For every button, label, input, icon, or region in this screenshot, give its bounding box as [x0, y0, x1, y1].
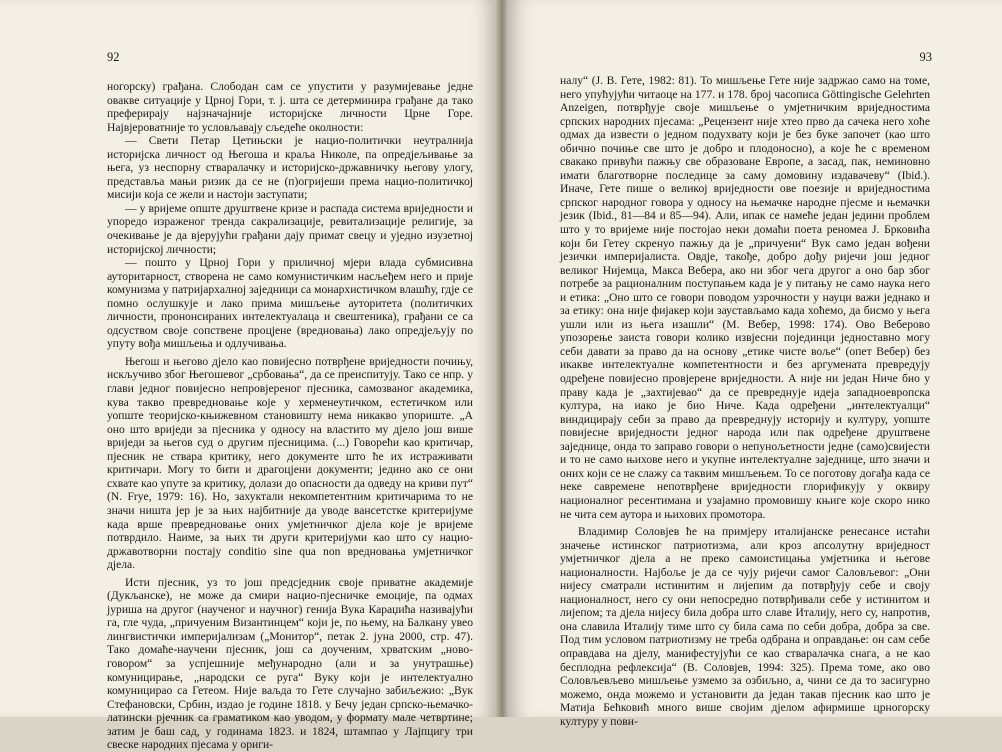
paragraph: — Свети Петар Цетињски је нацио-политички неутралнија историјска личност од Његоша и краља Николе, па опредјељивање за њега, уз неспорну стваралачку и историјско-државничку његову улогу, представља мањи ризик да се не (п)огријеши према нацио-политичкој мисији која се жели и настоји заступати;: [107, 134, 473, 202]
paragraph: Владимир Соловјев ће на примјеру италијанске ренесансе истаћи значење истинског патриотизма, али кроз апсолутну вриједност умјетничког дјела а не преко самоистицања умјетника и његове националности. Најбоље је да се чују ријечи самог Саловљевог: „Они нијесу сматрали истинитим и лијепим да потврђују себе и своју националност, него су они непосредно потврђивали себе у истинитом и лијепом; та дјела нијесу била добра што славе Италију, него су, напротив, она славила Италију тиме што су била сама по себи добра, добра за све. Под тим условом патриотизму не треба одбрана и оправдање: он сам себе оправдава на дјелу, манифестујући се као стваралачка снага, а не као бесплодна рефлексија“ (В. Соловјев, 1994: 325). Према томе, ако ово Соловљевљево мишљење узмемо за озбиљно, а, чини се да то засигурно можемо, онда можемо и установити да један такав пјесник као што је Матија Бећковић много више својим дјелом афирмише црногорску културу у пови-: [560, 525, 930, 728]
paragraph: — у вријеме опште друштвене кризе и распада система вриједности и упоредо израженог тренда сакрализације, ревитализације религије, за очекивање је да вјерујући грађани дају примат свецу и уједно изузетној историјској личности;: [107, 201, 473, 256]
left-page-number: 92: [107, 50, 120, 64]
right-page-text: [560, 74, 930, 728]
paragraph: ногорску) грађана. Слободан сам се упустити у разумијевање једне овакве ситуације у Црној Гори, т. ј. шта се детерминира грађане да тако преферирају најзначајније историјске личности Црне Горе. Највјероватније то условљавају сљедеће околности:: [107, 80, 473, 134]
left-page: [0, 0, 497, 752]
paragraph: — пошто у Црној Гори у приличној мјери влада субмисивна ауторитарност, створена не само комунистичким насљеђем него и прије комунизма у патријархалној заједници са монархистичком влашћу, гдје се помно ослушкује и лако прима мишљење ауторитета (политичких личности, прононсираних интелектуалаца и свештеника), грађани се са одсуством своје сопствене процјене (вредновања) лако опредјељују по упуту вођа мишљења и одлучивања.: [107, 256, 473, 351]
left-page-text: [107, 80, 473, 752]
paragraph: налу“ (J. В. Гете, 1982: 81). То мишљење Гете није задржао само на томе, него упућујући читаоце на 177. и 178. број часописа Göttingische Gelehrten Anzeigen, потврђује своје мишљење о умјетничким вриједностима српских народних пјесама: „Рецензент није хтео прво да сачека него хоће одмах да извести о једном подухвату који је без буке започет (као што обично почиње све што је добро и плодоносно), а које ће с временом свакако привући пажњу све образоване Европе, а засад, пак, неминовно имати благотворне последице за саму домовину издавачеву“ (Ibid.). Иначе, Гете пише о великој вриједности ове поезије и вриједностима српског народног говора у односу на њемачке народне пјесме и њемачки језик (Ibid., 81—84 и 85—94). Али, ипак се намеће један једини проблем што у то вријеме није постојао неки домаћи поета реномеа Ј. Брковића који би Гетеу скренуо пажњу да је „причуени“ Вук само један вођени језички империјалиста. Овдје, такође, добро дођу ријечи још једног великог Нијемца, Макса Вебера, ако ни због чега другог а оно бар због потребе за рационалним поступањем када је у питању не само наука него и етика: „Оно што се говори поводом узрочности у науци важи једнако и за етику: она није фијакер који заустављамо када хоћемо, да бисмо у њега ушли или из њега изашли“ (М. Вебер, 1998: 174). Ово Веберово упозорење заиста говори колико извјесни појединци једноставно могу себи давати за право да на основу „етике чисте воље“ (опет Вебер) без икакве интелектуалне компетентности и без аргумената превредују одређене повијесно провјерене вриједности. А није ни један Ниче био у праву када је „захтијевао“ да се превреднује идеја западноевропска култура, на иако је био Ниче. Када одређени „интелектуалци“ виндицирају себи за право да превреднују историју и културу, уопште повијесне вриједности једног народа или пак одређене друштвене заједнице, онда то заправо говори о непунољетности једне (само)свијести и то не само њихове него и укупне интелектуалне заједнице, што значи и оних који се не слажу са таквим мишљењем. То се поготову догађа када се неке саврeмене непотврђене вриједности глорификују у оквиру националног ресентимана и узајамно промовишу књиге које скоро нико не чита сем аутора и њихових промотора.: [560, 74, 930, 521]
paragraph: Исти пјесник, уз то још предсједник своје приватне академије (Дукљанске), не може да смири нацио-пјесничке емоције, па одмах јуриша на другог (наученог и научног) генија Вука Караџића називајући га, гле чуда, „причуеним Византинцем“ који је, по њему, на Балкану увео лингвистички империјализам („Монитор“, петак 2. јуна 2000, стр. 47). Тако домаће-научени пјесник, још са доученим, хрватским „ново-говором“ за успјешније међународно (али и за унутрашње) комуницирање, „народски се руга“ Вуку који је интелектуално комуницирао са Гетеом. Није ваљда то Гете случајно забиљежио: „Вук Стефановски, Србин, издао је године 1818. у Бечу један српско-њемачко-латински рјечник са граматиком као уводом, у формату мале четвртине; затим је баш сад, у годинама 1823. и 1824, штампао у Лајпцигу три свеске народних пјесама у ориги-: [107, 575, 473, 752]
right-page-number: 93: [919, 50, 932, 64]
paragraph: Његош и његово дјело као повијесно потврђене вриједности почињу, искључиво због Његошевог „србовања“, да се преиспитују. Тако се нпр. у глави једног повијесно непровјереног пјесника, самозваног академика, кува такво превредновање које у херменеутичком, естетичком или уопште теоријско-књижевном становишту нема никакво упориште. „А оно што вриједи за пјесника у односу на властито му дјело још више вриједи за његов суд о другим пјесницима. (...) Говорећи као критичар, пјесник не ствара критику, него документе што ће их истраживати критичари. Могу то бити и драгоцјени документи; једино ако се они схвате као упуте за критику, долази до опасности да одведу на криви пут“ (N. Frye, 1979: 16). Но, захуктали некомпетентним критичарима то не значи ништа јер је за њих најбитније да уводе вансетстке критеријуме када врше превредновање оних умјетничког дјела које је вријеме потврдило. Наиме, за њих ти други критеријуми као што су нацио-државотворни постају conditio sine qua non вредновања умјетничког дјела.: [107, 354, 473, 572]
right-page: [507, 0, 1002, 728]
